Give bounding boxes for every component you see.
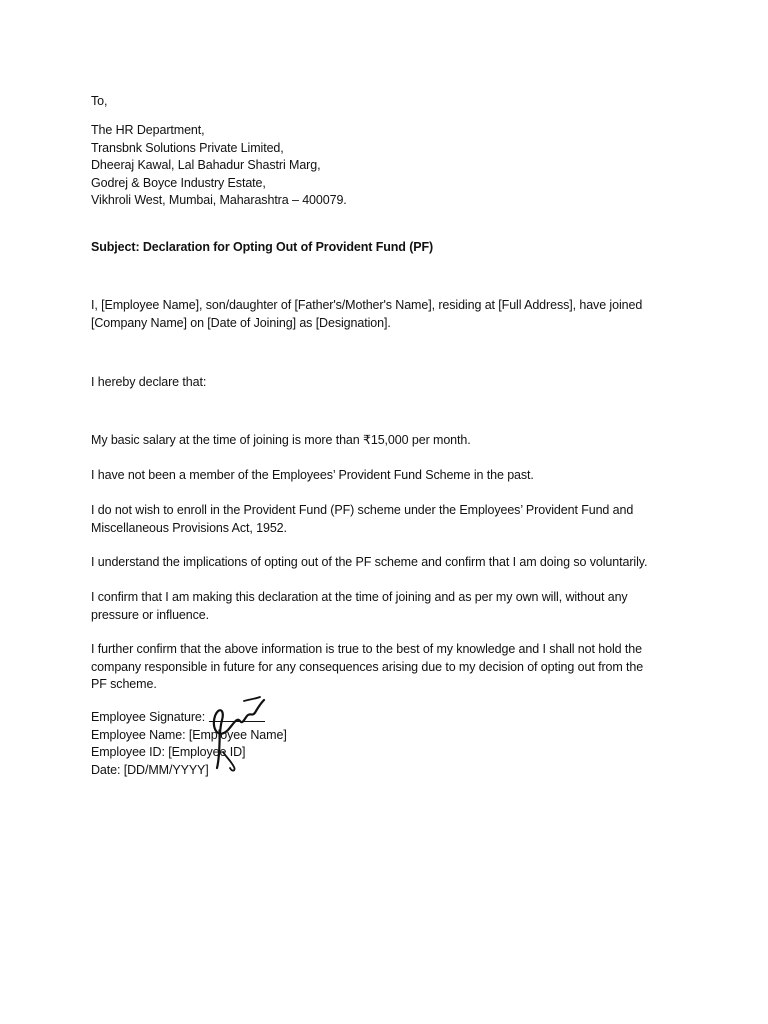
- address-line: Vikhroli West, Mumbai, Maharashtra – 400079.: [91, 193, 347, 207]
- declaration-salary: [91, 432, 691, 450]
- subject-text: Subject: Declaration for Opting Out of Provident Fund (PF): [91, 240, 434, 254]
- address-line: Transbnk Solutions Private Limited,: [91, 140, 284, 155]
- paragraph-line: I, [Employee Name], son/daughter of [Father's/Mother's Name], residing at [Full Address], have joined: [91, 298, 643, 312]
- subject-line: [91, 239, 691, 257]
- paragraph-line: I confirm that I am making this declaration at the time of joining and as per my own will, without any: [91, 590, 628, 604]
- address-line: The HR Department,: [91, 123, 205, 137]
- paragraph-line: I do not wish to enroll in the Provident Fund (PF) scheme under the Employees’ Provident Fund and: [91, 503, 634, 517]
- paragraph-line: My basic salary at the time of joining is more than ₹15,000 per month.: [91, 433, 471, 447]
- signature-row: [91, 709, 691, 727]
- intro-paragraph: [91, 297, 691, 332]
- signature-label: Employee Signature:: [91, 710, 206, 724]
- declaration-understand: [91, 554, 691, 572]
- paragraph-line: I have not been a member of the Employees’ Provident Fund Scheme in the past.: [91, 468, 534, 482]
- declaration-confirm: [91, 589, 691, 624]
- address-line: Dheeraj Kawal, Lal Bahadur Shastri Marg,: [91, 158, 321, 172]
- employee-name-line: Employee Name: [Employee Name]: [91, 727, 287, 742]
- declare-intro: [91, 374, 691, 392]
- declaration-member: [91, 467, 691, 485]
- employee-id-line: Employee ID: [Employee ID]: [91, 745, 246, 759]
- paragraph-line: pressure or influence.: [91, 607, 210, 622]
- paragraph-line: I hereby declare that:: [91, 375, 207, 389]
- signature-underline: [209, 709, 265, 722]
- paragraph-line: I further confirm that the above information is true to the best of my knowledge and I shall not hold the: [91, 642, 642, 656]
- signature-block: [91, 709, 691, 779]
- declaration-further: [91, 641, 691, 694]
- address-line: Godrej & Boyce Industry Estate,: [91, 175, 266, 190]
- paragraph-line: company responsible in future for any consequences arising due to my decision of opting out from the: [91, 659, 644, 674]
- salutation: [91, 93, 691, 111]
- paragraph-line: PF scheme.: [91, 677, 157, 691]
- salutation-text: To,: [91, 94, 108, 108]
- paragraph-line: Miscellaneous Provisions Act, 1952.: [91, 520, 287, 535]
- date-line: Date: [DD/MM/YYYY]: [91, 762, 209, 777]
- paragraph-line: I understand the implications of opting out of the PF scheme and confirm that I am doing so voluntarily.: [91, 555, 648, 569]
- recipient-address: [91, 122, 691, 210]
- declaration-enroll: [91, 502, 691, 537]
- paragraph-line: [Company Name] on [Date of Joining] as [Designation].: [91, 315, 391, 330]
